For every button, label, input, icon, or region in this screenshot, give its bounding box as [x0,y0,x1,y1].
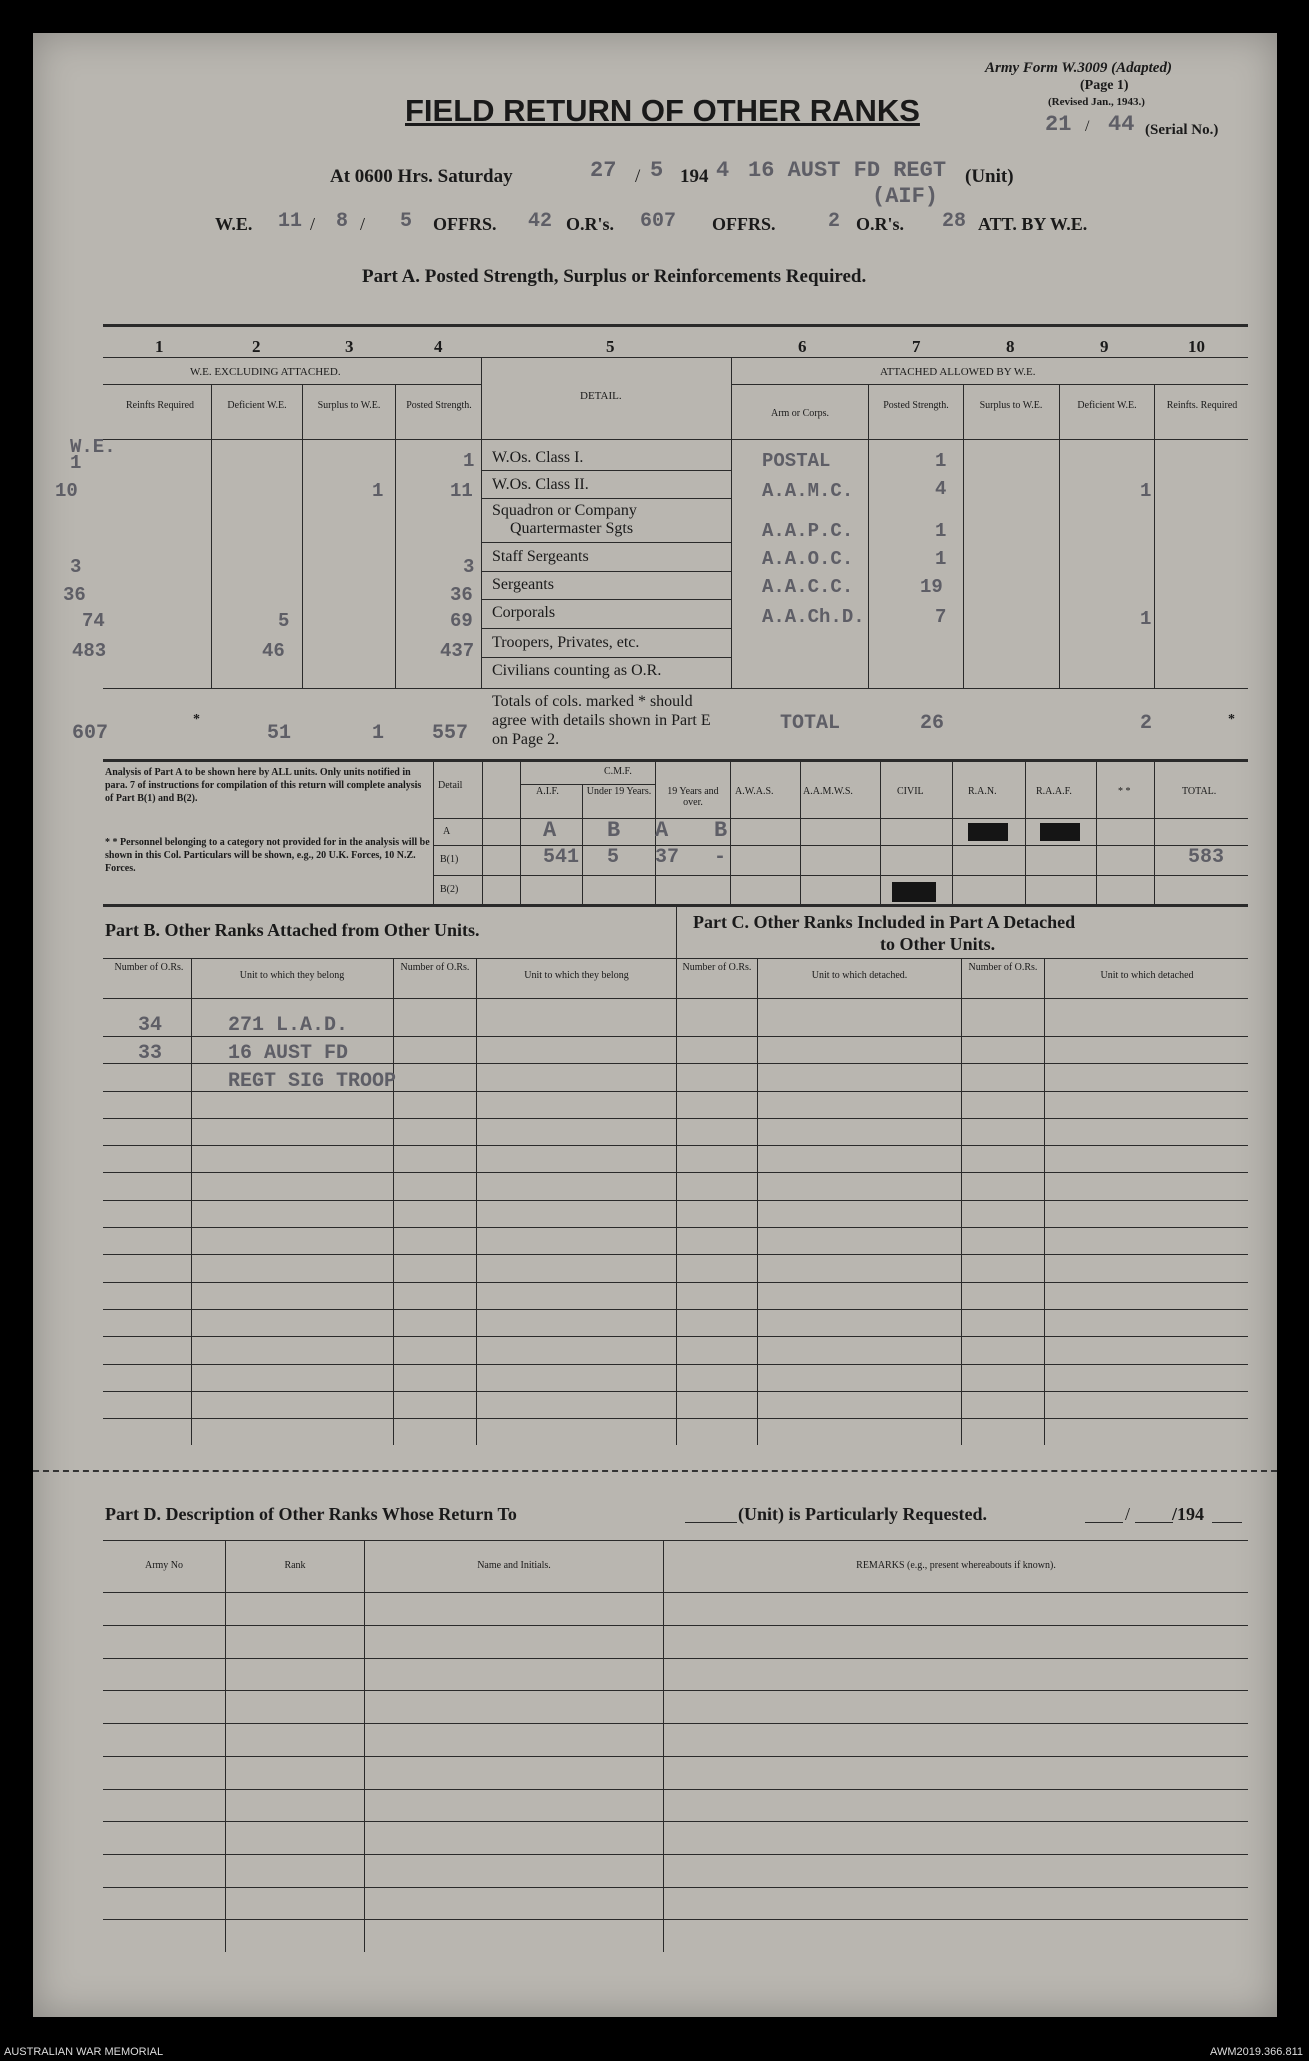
an-v7 [880,759,881,904]
row1-c4: 1 [463,450,475,472]
we-a: 11 [278,210,303,233]
offrs-val: 42 [528,210,553,233]
row3-arm: A.A.P.C. [762,520,854,542]
part-bc-rule [103,1336,1248,1337]
hdr-surplus-r: Surplus to W.E. [979,400,1043,411]
bc-v2 [393,958,394,1445]
row5-posted: 19 [920,576,943,598]
we-c: 5 [400,210,413,233]
an-hdr-19over: 19 Years and over. [667,786,719,808]
row6-posted: 7 [935,606,947,628]
part-bc-rule [103,1391,1248,1392]
tear-line [33,1470,1277,1472]
row6-c2: 5 [278,610,290,632]
date-sep: / [635,166,641,187]
pb-hdr-unit-2: Unit to which they belong [524,970,629,981]
row1-arm: POSTAL [762,450,831,472]
rule-v1 [211,384,212,688]
an-hdr-aamws: A.A.M.W.S. [803,786,853,797]
pb-entry-1-unit: 271 L.A.D. [228,1014,349,1037]
part-a-title: Part A. Posted Strength, Surplus or Reinforcements Required. [362,266,867,287]
we-sep-1: / [310,214,316,234]
row3-posted: 1 [935,520,947,542]
pd-h-hdr [103,1592,1248,1593]
row7-c2: 46 [262,640,285,662]
row2-c3: 1 [372,480,384,502]
footer-right: AWM2019.366.811 [1210,2046,1303,2058]
rule-h2r [731,384,1248,385]
row6-we: 74 [82,610,105,632]
col-num-4: 4 [434,337,443,356]
unit-suffix: (AIF) [872,184,939,209]
row4-detail: Staff Sergeants [492,548,589,565]
serial-b: 44 [1108,112,1135,137]
part-d-year-blank [1212,1522,1242,1523]
page-title: FIELD RETURN OF OTHER RANKS [405,93,920,128]
row3-detail-2: Quartermaster Sgts [510,520,634,537]
col-num-3: 3 [345,337,354,356]
row3-detail-1: Squadron or Company [492,502,637,519]
an-hdr-cmf: C.M.F. [604,766,632,777]
hdr-posted: Posted Strength. [406,400,472,411]
bc-v1 [191,958,192,1445]
date-day: 27 [590,158,617,183]
offrs2-label: OFFRS. [712,214,776,234]
part-bc-rule [103,1309,1248,1310]
hdr-deficient: Deficient W.E. [227,400,287,411]
form-paper [33,33,1277,2017]
row2-we: 10 [55,480,78,502]
total-star-2: * [1228,712,1235,727]
rule-d2 [481,498,731,499]
part-bc-rule [103,1282,1248,1283]
part-bc-rule [103,1418,1248,1419]
an-hdr-raaf: R.A.A.F. [1036,786,1072,797]
pc-hdr-unit-2: Unit to which detached [1100,970,1194,981]
at-hrs-label: At 0600 Hrs. Saturday [330,166,513,187]
part-d-rule [103,1821,1248,1822]
part-d-rule [103,1658,1248,1659]
row1-we: 1 [70,452,82,474]
part-d-date-blank-2 [1135,1522,1173,1523]
bc-v7 [1044,958,1045,1445]
row2-detail: W.Os. Class II. [492,476,589,493]
total-c2: 51 [267,722,292,745]
an-hdr-ran: R.A.N. [968,786,997,797]
an-hdr-starstar: * * [1118,786,1131,797]
serial-a: 21 [1045,112,1072,137]
att-label: ATT. BY W.E. [978,214,1088,234]
an-v8 [952,759,953,904]
part-bc-rule [103,1200,1248,1201]
row7-c4: 437 [440,640,475,662]
rule-h1 [103,357,1248,358]
rule-v7 [963,384,964,688]
bc-v6 [961,958,962,1445]
hdr-surplus: Surplus to W.E. [317,400,381,411]
footer-left: AUSTRALIAN WAR MEMORIAL [4,2046,164,2058]
part-d-rule [103,1625,1248,1626]
col-num-8: 8 [1006,337,1015,356]
offrs-label: OFFRS. [433,214,497,234]
an-a-3: A [655,818,669,843]
part-c-title-2: to Other Units. [880,934,996,954]
part-d-year: /194 [1172,1504,1205,1524]
ors-label: O.R's. [566,214,615,234]
total-c1: 607 [72,722,109,745]
row1-detail: W.Os. Class I. [492,449,584,466]
row6-c9: 1 [1140,608,1152,630]
row2-arm: A.A.M.C. [762,480,854,502]
row8-detail: Civilians counting as O.R. [492,662,662,679]
an-hdr-under19: Under 19 Years. [586,786,652,797]
row6-c4: 69 [450,610,473,632]
pd-h-top [103,1540,1248,1541]
total-star-1: * [193,712,200,727]
part-d-title-a: Part D. Description of Other Ranks Whose Return To [105,1504,517,1524]
pc-hdr-unit-1: Unit to which detached. [811,970,908,981]
part-b-title: Part B. Other Ranks Attached from Other Units. [105,920,480,940]
we-b: 8 [336,210,349,233]
unit-name: 16 AUST FD REGT [748,158,947,183]
an-a-1: A [543,818,557,843]
row2-c9: 1 [1140,480,1152,502]
page-label: (Page 1) [1080,78,1129,93]
pb-entry-2-num: 33 [138,1042,163,1065]
col-num-9: 9 [1100,337,1109,356]
row2-posted: 4 [935,478,947,500]
part-bc-rule [103,1145,1248,1146]
pb-entry-2-unit: 16 AUST FD [228,1042,349,1065]
pc-hdr-num-2: Number of O.Rs. [968,962,1038,973]
row6-detail: Corporals [492,604,556,621]
rule-v2 [302,384,303,688]
an-v10 [1096,759,1097,904]
an-a-4: B [714,818,728,843]
part-d-rule [103,1919,1248,1920]
rule-h4 [103,688,1248,689]
serial-sep: / [1085,118,1090,135]
rule-v3 [395,384,396,688]
detail-header: DETAIL. [580,390,622,402]
part-d-rule [103,1690,1248,1691]
part-bc-rule [103,1254,1248,1255]
rule-d1 [481,470,731,471]
an-row-b2: B(2) [440,884,459,895]
an-v1 [482,759,483,904]
part-bc-rule [103,1364,1248,1365]
row4-arm: A.A.O.C. [762,548,854,570]
rule-v4 [481,357,482,688]
redaction-raaf [1040,823,1080,841]
row7-we: 483 [72,640,107,662]
rule-h3 [103,439,1248,440]
analysis-note: Analysis of Part A to be shown here by ALL units. Only units notified in para. 7 of instructions for compilation of this return will complete analysis of Part B(1) and B(2). [105,767,422,804]
year-prefix: 194 [680,166,709,187]
pc-hdr-num-1: Number of O.Rs. [682,962,752,973]
rule-d5 [481,599,731,600]
hdr-reinfts-r: Reinfts. Required [1166,400,1238,411]
part-d-slash: / [1125,1504,1131,1524]
pb-hdr-num-1: Number of O.Rs. [114,962,184,973]
col-num-1: 1 [155,337,164,356]
rule-v8 [1059,384,1060,688]
pd-hdr-rank: Rank [284,1560,306,1571]
rule-top [103,324,1248,327]
an-b1-cmf-b: 5 [607,846,620,869]
an-v2 [520,759,521,904]
an-b1-total: 583 [1188,846,1225,869]
row5-c4: 36 [450,584,473,606]
col-num-5: 5 [606,337,615,356]
part-d-rule [103,1887,1248,1888]
ors2-val: 28 [942,210,967,233]
rule-d6 [481,628,731,629]
offrs2-val: 2 [828,210,841,233]
pd-hdr-army-no: Army No [144,1560,184,1571]
an-hdr-detail: Detail [438,780,463,791]
pb-entry-3-unit: REGT SIG TROOP [228,1070,397,1093]
col-num-2: 2 [252,337,261,356]
pd-hdr-name: Name and Initials. [477,1560,551,1571]
pb-hdr-unit-1: Unit to which they belong [239,970,345,981]
year-digit: 4 [716,158,730,183]
rule-v5 [731,357,732,688]
row5-detail: Sergeants [492,576,554,593]
totals-detail: Totals of cols. marked * should agree with details shown in Part E on Page 2. [492,693,711,748]
pb-hdr-num-2: Number of O.Rs. [400,962,470,973]
an-v11 [1154,759,1155,904]
bc-split [676,904,677,958]
part-d-rule [103,1854,1248,1855]
an-b1-19over: - [714,846,727,869]
rule-d4 [481,571,731,572]
ors-val: 607 [640,210,677,233]
army-form-label: Army Form W.3009 (Adapted) [985,60,1172,76]
an-hdr-total: TOTAL. [1182,786,1217,797]
an-v0 [433,759,434,904]
part-bc-rule [103,1172,1248,1173]
we-excluding-header: W.E. EXCLUDING ATTACHED. [190,366,341,378]
rule-h2l [103,384,481,385]
attached-allowed-header: ATTACHED ALLOWED BY W.E. [880,366,1036,378]
part-d-date-blank-1 [1085,1522,1123,1523]
an-b1-under19: 37 [655,846,680,869]
revised-label: (Revised Jan., 1943.) [1048,96,1145,108]
bc-v4 [676,958,677,1445]
row2-c4: 11 [450,480,473,502]
an-b1-aif: 541 [543,846,580,869]
rule-d7 [481,657,731,658]
row7-detail: Troopers, Privates, etc. [492,634,640,651]
rule-v6 [868,384,869,688]
we-label: W.E. [215,214,253,234]
row6-arm: A.A.Ch.D. [762,606,865,628]
an-h3 [433,875,1248,876]
an-hdr-aif: A.I.F. [536,786,559,797]
pb-entry-1-num: 34 [138,1014,163,1037]
an-row-b1: B(1) [440,854,459,865]
total-c9: 2 [1140,712,1153,735]
an-hdr-awas: A.W.A.S. [735,786,774,797]
analysis-note-2: * * Personnel belonging to a category not provided for in the analysis will be shown in this Col. Particulars will be shown, e.g., 20 U.K. Forces, 10 N.Z. Forces. [105,837,430,874]
hdr-posted-r: Posted Strength. [883,400,949,411]
row4-posted: 1 [935,548,947,570]
total-c4: 557 [432,722,469,745]
rule-v9 [1154,384,1155,688]
pd-v1 [225,1540,226,1952]
rule-h5 [103,759,1248,762]
row5-arm: A.A.C.C. [762,576,854,598]
an-h-cmf [520,784,655,785]
part-d-rule [103,1756,1248,1757]
hdr-arm-corps: Arm or Corps. [770,408,830,419]
an-v6 [800,759,801,904]
an-a-2: B [607,818,621,843]
an-hdr-civil: CIVIL [897,786,924,797]
part-bc-rule [103,1118,1248,1119]
rule-d3 [481,542,731,543]
row4-c4: 3 [463,556,475,578]
we-sep-2: / [360,214,366,234]
an-row-a: A [443,826,451,837]
part-bc-rule [103,1227,1248,1228]
ors2-label: O.R's. [856,214,905,234]
an-v5 [730,759,731,904]
col-num-7: 7 [912,337,921,356]
serial-label: (Serial No.) [1145,122,1219,138]
col-num-6: 6 [798,337,807,356]
row4-we: 3 [70,556,82,578]
an-v3 [582,784,583,904]
hdr-deficient-r: Deficient W.E. [1077,400,1137,411]
an-v9 [1025,759,1026,904]
total-arm: TOTAL [780,712,841,735]
pd-v2 [364,1540,365,1952]
part-d-rule [103,1723,1248,1724]
bc-v3 [476,958,477,1445]
unit-label: (Unit) [965,166,1014,187]
row1-posted: 1 [935,450,947,472]
part-c-title-1: Part C. Other Ranks Included in Part A Detached [693,912,1076,932]
pd-hdr-remarks: REMARKS (e.g., present whereabouts if known). [856,1560,1056,1571]
pd-v3 [663,1540,664,1952]
hdr-reinfts-required: Reinfts Required [125,400,195,411]
row5-we: 36 [63,584,86,606]
part-d-rule [103,1789,1248,1790]
col-num-10: 10 [1188,337,1205,356]
bc-v5 [757,958,758,1445]
total-posted: 26 [920,712,945,735]
redaction-ran [968,823,1008,841]
part-d-unit-blank [685,1522,737,1523]
date-month: 5 [650,158,664,183]
redaction-civil [892,882,936,902]
total-c3: 1 [372,722,385,745]
we-mark: W.E. [70,436,116,458]
part-d-title-b: (Unit) is Particularly Requested. [738,1504,987,1524]
